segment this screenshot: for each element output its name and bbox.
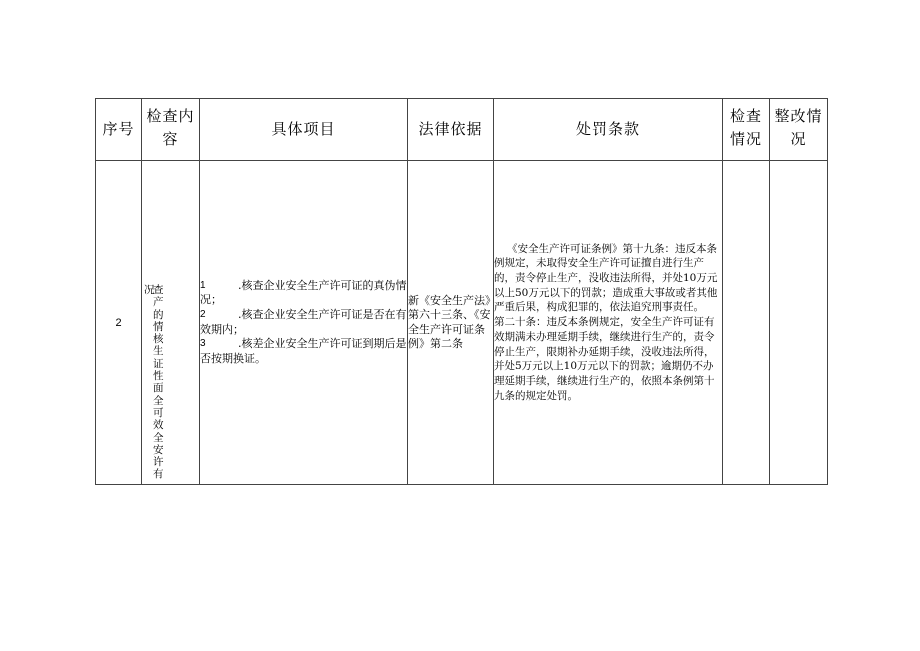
penalty-article-20: 第二十条：违反本条例规定，安全生产许可证有效期满未办理延期手续，继续进行生产的，责令停止生产，限期补办延期手续，没收违法所得，并处5万元以上10万元以下的罚款；逾期仍不办理延期手续，继续进行生产的，依照本条例第十九条的规定处罚。: [494, 316, 715, 402]
header-seq: 序号: [96, 99, 142, 161]
item-text: .核查企业安全生产许可证的真伪情: [238, 278, 407, 292]
inspection-table: [95, 98, 828, 485]
row-rectify-status[interactable]: [770, 161, 828, 485]
table-row: [96, 161, 828, 485]
item-text: .核查企业安全生产许可证是否在有: [238, 307, 407, 321]
item-number: 2: [200, 308, 206, 320]
row-items: [200, 161, 408, 485]
row-law: 新《安全生产法》第六十三条、《安全生产许可证条例》第二条: [408, 161, 494, 485]
penalty-article-19: 《安全生产许可证条例》第十九条：违反本条例规定，未取得安全生产许可证擅自进行生产的，责令停止生产，没收违法所得，并处10万元以上50万元以下的罚款；造成重大事故或者其他严重后果，构成犯罪的，依法追究刑事责任。: [494, 242, 718, 314]
header-content: 检查内容: [142, 99, 200, 161]
header-check-status: 检查情况: [723, 99, 770, 161]
list-item: [200, 279, 407, 294]
item-text-cont: 效期内；: [200, 322, 244, 336]
header-rectify-status: 整改情况: [770, 99, 828, 161]
row-penalty: [494, 161, 723, 485]
item-text-cont: 况；: [200, 293, 222, 307]
header-items: 具体项目: [200, 99, 408, 161]
header-row: [96, 99, 828, 161]
item-number: 1: [200, 279, 206, 291]
row-check-content: [142, 161, 200, 485]
list-item: [200, 308, 407, 323]
item-text: .核差企业安全生产许可证到期后是: [238, 337, 407, 351]
row-seq: 2: [96, 161, 142, 485]
item-number: 3: [200, 338, 206, 350]
item-text-cont: 否按期换证。: [200, 351, 266, 365]
header-law: 法律依据: [408, 99, 494, 161]
list-item: [200, 337, 407, 352]
check-content-lead: 况: [144, 284, 155, 296]
check-content-text: 查产的情核生证性面全可效全安许有: [153, 284, 164, 481]
header-penalty: 处罚条款: [494, 99, 723, 161]
row-check-status[interactable]: [723, 161, 770, 485]
